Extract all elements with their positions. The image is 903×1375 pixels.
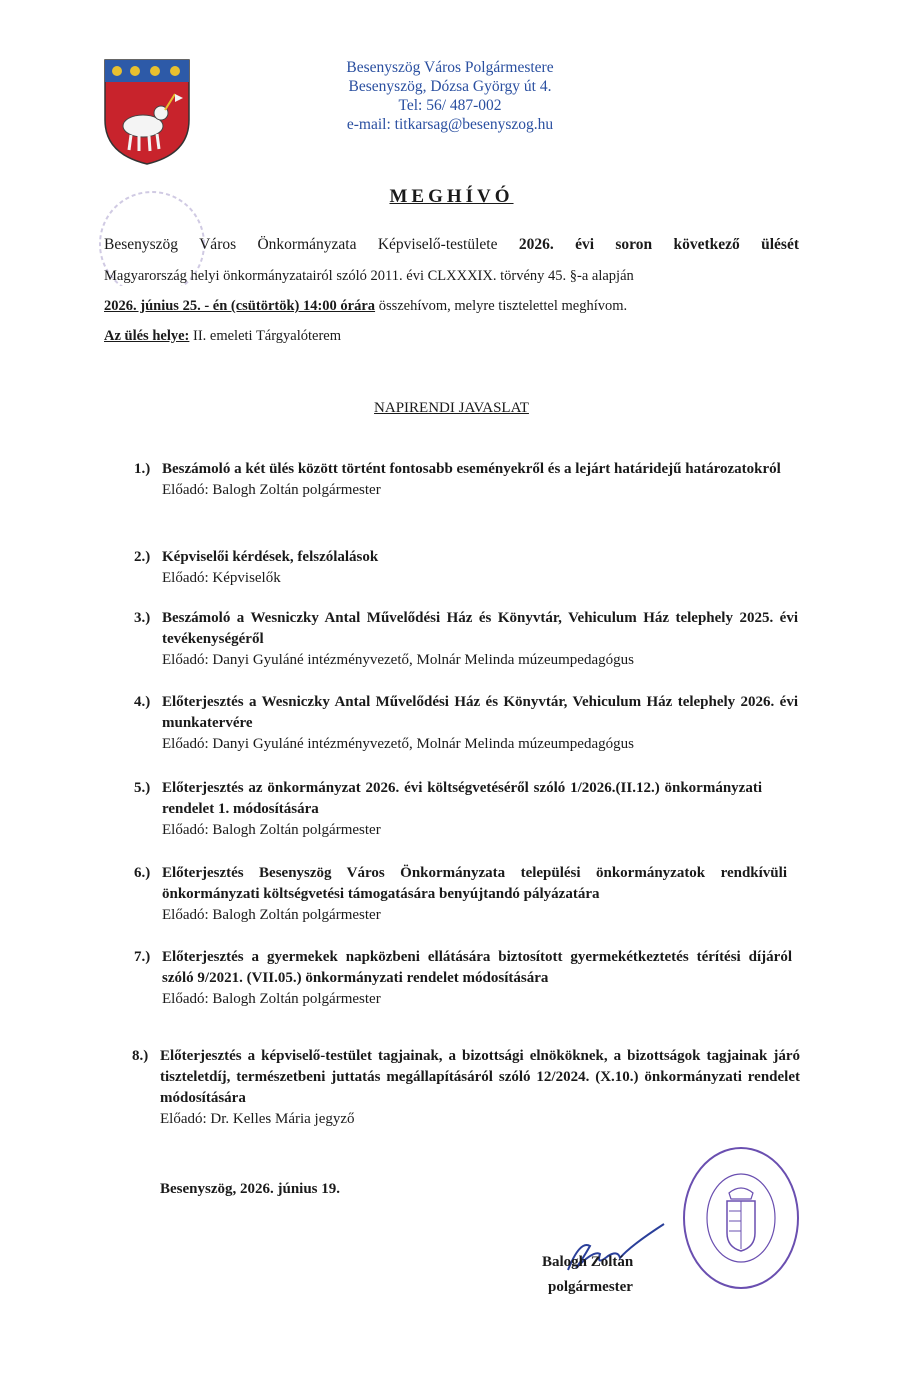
agenda-item: 4.) Előterjesztés a Wesniczky Antal Művelődési Ház és Könyvtár, Vehiculum Ház telephely 2026. évi munkatervére Előadó: Danyi Gyuláné intézményvezető, Molnár Melinda múzeumpedagógus bbox=[162, 692, 798, 755]
agenda-item: 7.) Előterjesztés a gyermekek napközbeni ellátására biztosított gyermekétkeztetés térítési díjáról szóló 9/2021. (VII.05.) önkormányzati rendelet módosítására Előadó: Balogh Zoltán polgármester bbox=[162, 947, 792, 1010]
official-stamp-icon bbox=[681, 1143, 801, 1293]
handwritten-signature-icon bbox=[560, 1220, 670, 1280]
letterhead bbox=[300, 58, 600, 134]
agenda-item-presenter: Előadó: Balogh Zoltán polgármester bbox=[162, 991, 381, 1007]
signatory-name: Balogh Zoltán bbox=[542, 1254, 634, 1270]
agenda-item-title: Előterjesztés a Wesniczky Antal Művelődési Ház és Könyvtár, Vehiculum Ház telephely 2026. évi munkatervére bbox=[162, 694, 798, 731]
agenda-item-presenter: Előadó: Balogh Zoltán polgármester bbox=[162, 822, 381, 838]
intro-line-3: 2026. június 25. - én (csütörtök) 14:00 órára összehívom, melyre tisztelettel meghívom. bbox=[104, 298, 628, 314]
agenda-item-title: Előterjesztés az önkormányzat 2026. évi költségvetéséről szóló 1/2026.(II.12.) önkormányzati rendelet 1. módosítására bbox=[162, 780, 762, 817]
letterhead-email: e-mail: titkarsag@besenyszog.hu bbox=[346, 116, 554, 133]
signatory-role: polgármester bbox=[548, 1279, 633, 1295]
agenda-item-title: Képviselői kérdések, felszólalások bbox=[162, 549, 379, 565]
closing-date: Besenyszög, 2026. június 19. bbox=[160, 1181, 341, 1197]
agenda-item-title: Beszámoló a Wesniczky Antal Művelődési Ház és Könyvtár, Vehiculum Ház telephely 2025. évi tevékenységéről bbox=[162, 610, 798, 647]
agenda-item-presenter: Előadó: Danyi Gyuláné intézményvezető, Molnár Melinda múzeumpedagógus bbox=[162, 736, 634, 752]
agenda-item: 3.) Beszámoló a Wesniczky Antal Művelődési Ház és Könyvtár, Vehiculum Ház telephely 2025. évi tevékenységéről Előadó: Danyi Gyuláné intézményvezető, Molnár Melinda múzeumpedagógus bbox=[162, 608, 798, 671]
agenda-item-title: Beszámoló a két ülés között történt fontosabb eseményekről és a lejárt határidejű határozatokról bbox=[162, 461, 781, 477]
letterhead-address: Besenyszög, Dózsa György út 4. bbox=[348, 78, 552, 95]
agenda-item-title: Előterjesztés a képviselő-testület tagjainak, a bizottsági elnököknek, a bizottságok tagjainak járó tiszteletdíj, természetbeni juttatás megállapításáról szóló 12/2024. (X.10.) önkormányzati rendelet módosítására bbox=[160, 1048, 800, 1106]
coat-of-arms-icon bbox=[103, 58, 191, 166]
agenda-item: 2.) Képviselői kérdések, felszólalások Előadó: Képviselők bbox=[162, 547, 798, 589]
agenda-item-title: Előterjesztés a gyermekek napközbeni ellátására biztosított gyermekétkeztetés térítési díjáról szóló 9/2021. (VII.05.) önkormányzati rendelet módosítására bbox=[162, 949, 792, 986]
agenda-item: 6.) Előterjesztés Besenyszög Város Önkormányzata települési önkormányzatok rendkívüli önkormányzati költségvetési támogatására benyújtandó pályázatára Előadó: Balogh Zoltán polgármester bbox=[162, 863, 787, 926]
agenda-item: 8.) Előterjesztés a képviselő-testület tagjainak, a bizottsági elnököknek, a bizottságok tagjainak járó tiszteletdíj, természetbeni juttatás megállapításáról szóló 12/2024. (X.10.) önkormányzati rendelet módosítására Előadó: Dr. Kelles Mária jegyző bbox=[160, 1046, 800, 1130]
meeting-place: Az ülés helye: II. emeleti Tárgyalóterem bbox=[104, 328, 342, 344]
agenda-title: NAPIRENDI JAVASLAT bbox=[374, 400, 529, 416]
letterhead-org: Besenyszög Város Polgármestere bbox=[346, 59, 554, 76]
agenda-item: 5.) Előterjesztés az önkormányzat 2026. évi költségvetéséről szóló 1/2026.(II.12.) önkormányzati rendelet 1. módosítására Előadó: Balogh Zoltán polgármester bbox=[162, 778, 762, 841]
agenda-item-presenter: Előadó: Képviselők bbox=[162, 570, 281, 586]
intro-line-2: Magyarország helyi önkormányzatairól szóló 2011. évi CLXXXIX. törvény 45. §-a alapján bbox=[104, 268, 634, 284]
document-title: MEGHÍVÓ bbox=[389, 186, 514, 207]
letterhead-phone: Tel: 56/ 487-002 bbox=[398, 97, 502, 114]
agenda-item-presenter: Előadó: Dr. Kelles Mária jegyző bbox=[160, 1111, 355, 1127]
agenda-item-title: Előterjesztés Besenyszög Város Önkormányzata települési önkormányzatok rendkívüli önkormányzati költségvetési támogatására benyújtandó pályázatára bbox=[162, 865, 787, 902]
agenda-item-presenter: Előadó: Balogh Zoltán polgármester bbox=[162, 482, 381, 498]
agenda-item: 1.) Beszámoló a két ülés között történt fontosabb eseményekről és a lejárt határidejű határozatokról Előadó: Balogh Zoltán polgármester bbox=[162, 459, 798, 501]
agenda-item-presenter: Előadó: Balogh Zoltán polgármester bbox=[162, 907, 381, 923]
agenda-item-presenter: Előadó: Danyi Gyuláné intézményvezető, Molnár Melinda múzeumpedagógus bbox=[162, 652, 634, 668]
intro-line-1: Besenyszög Város Önkormányzata Képviselő-testülete 2026. évi soron következő ülését bbox=[104, 236, 799, 253]
